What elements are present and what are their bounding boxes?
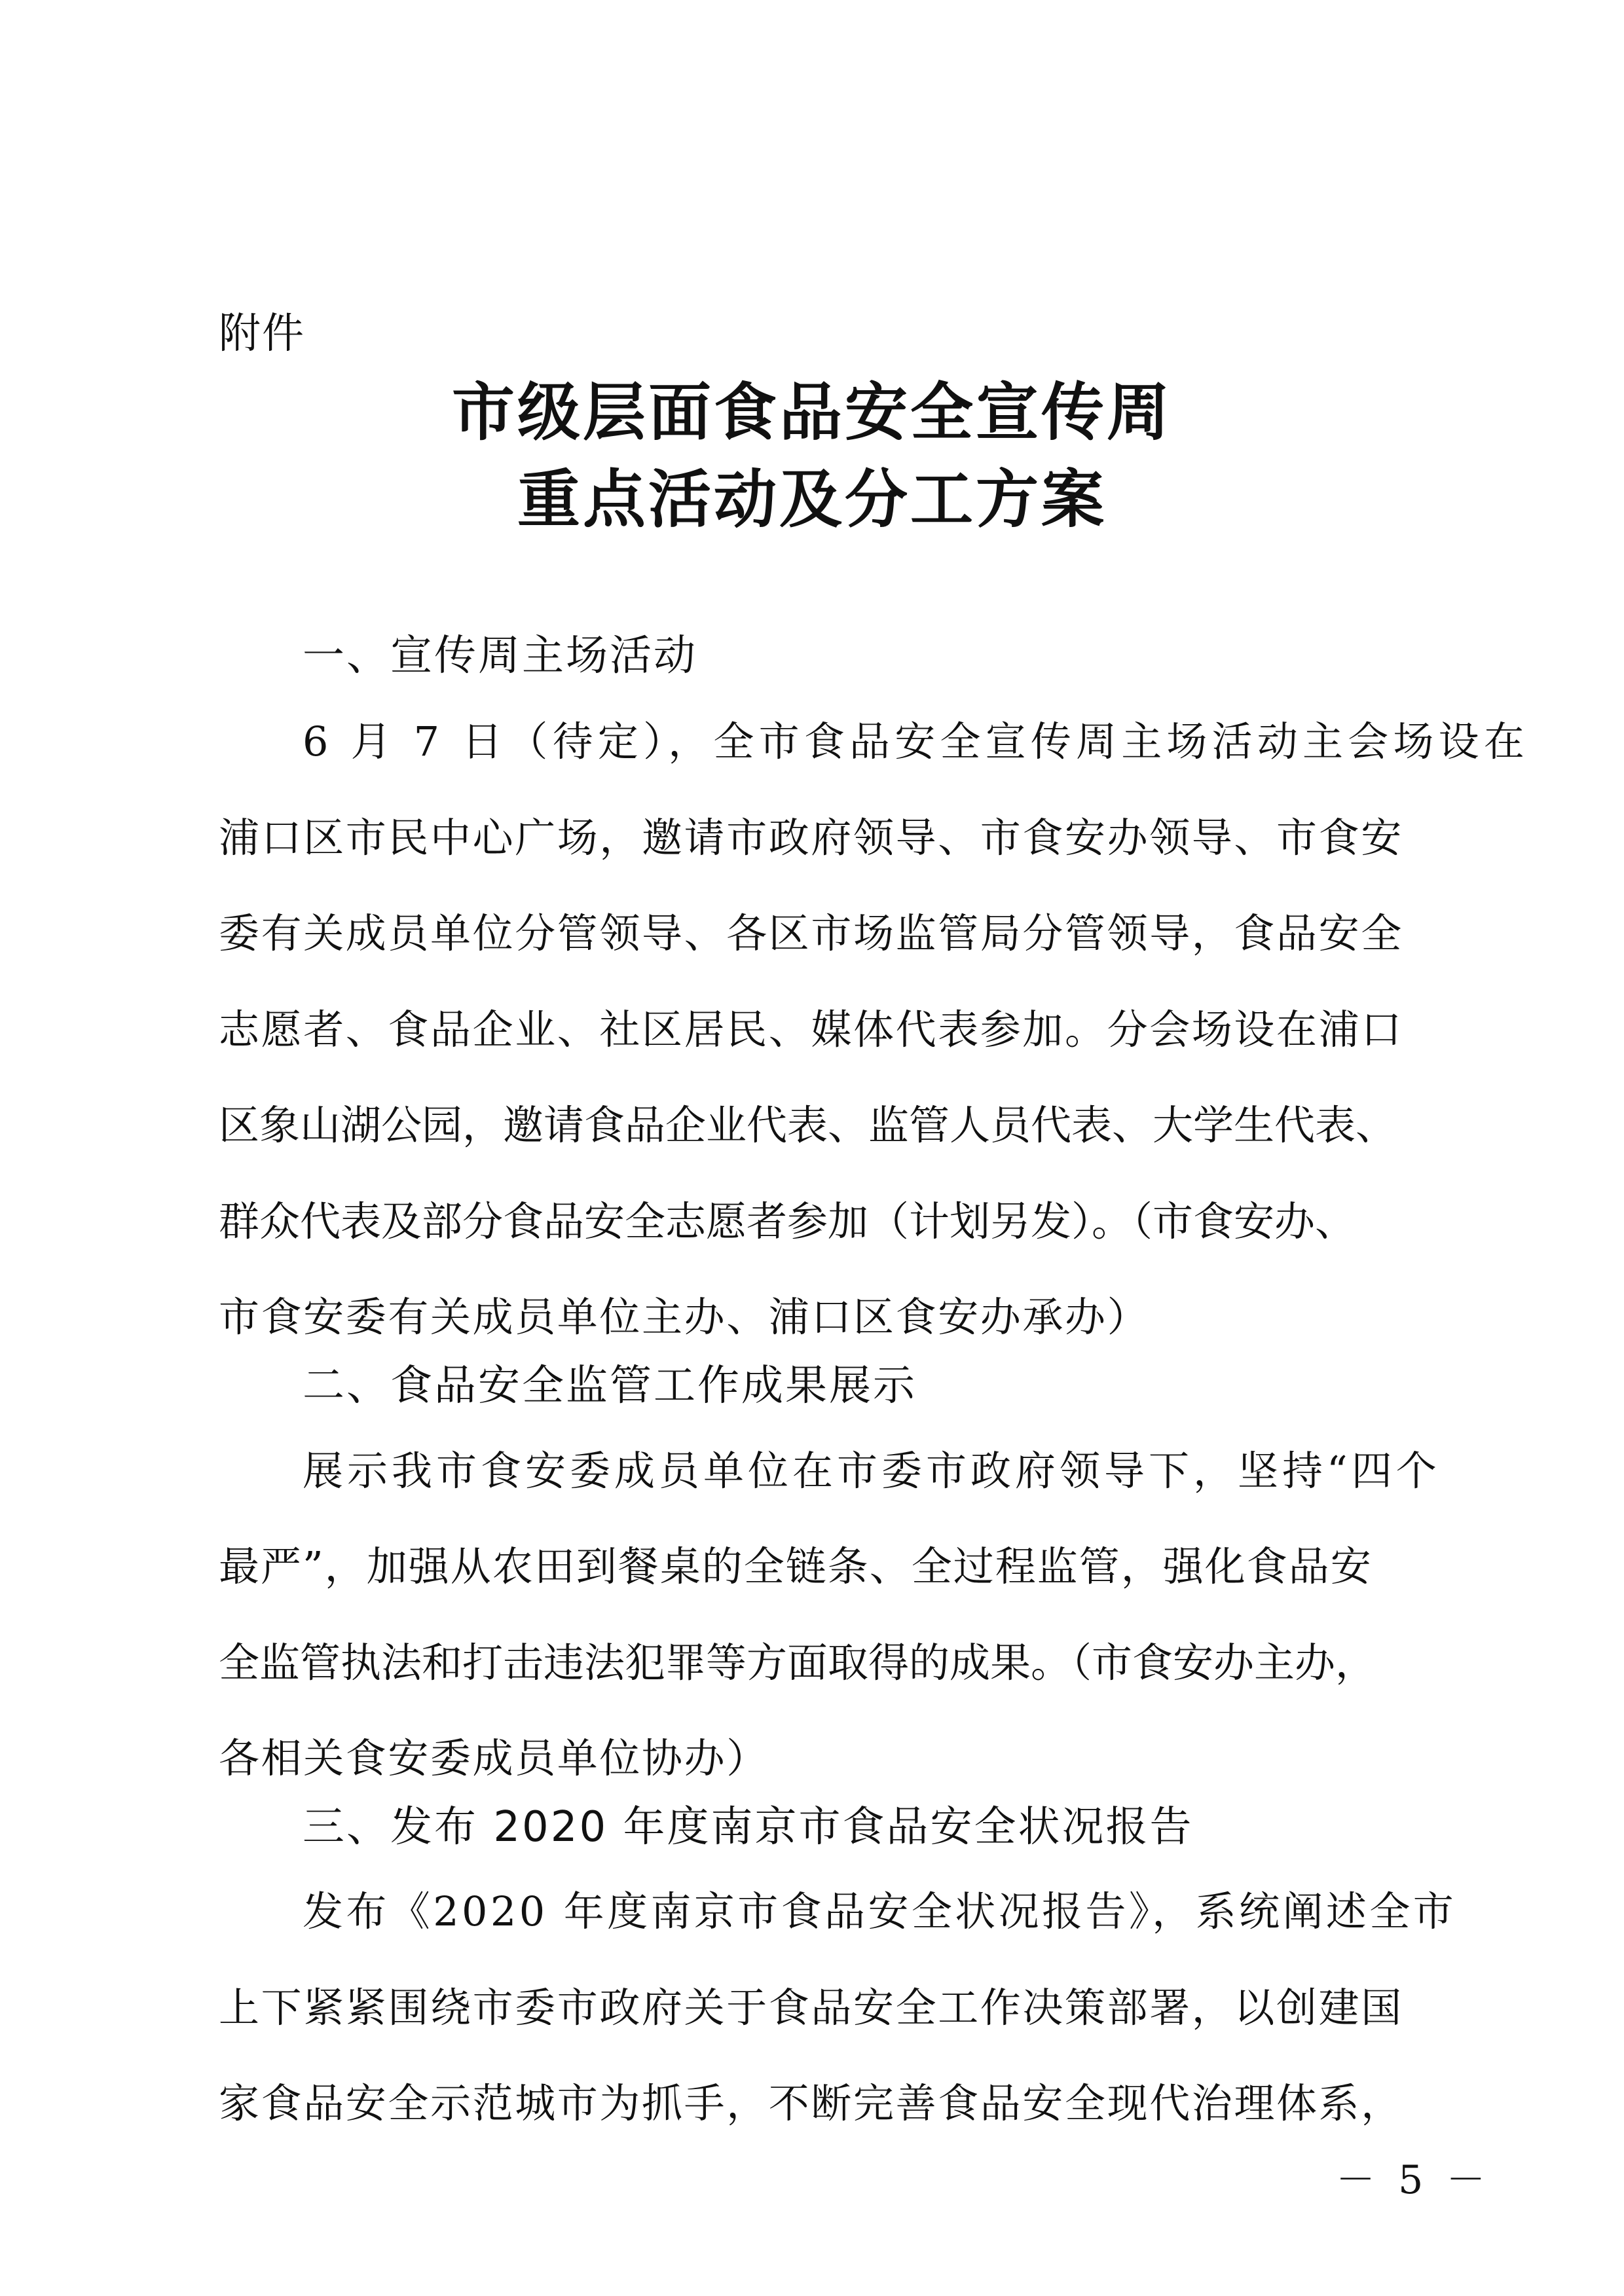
paragraph-line: 委有关成员单位分管领导、各区市场监管局分管领导，食品安全 [219,909,1403,957]
paragraph-line: 展示我市食安委成员单位在市委市政府领导下，坚持“四个 [303,1447,1441,1495]
paragraph-line: 上下紧紧围绕市委市政府关于食品安全工作决策部署，以创建国 [219,1984,1403,2032]
paragraph-line: 市食安委有关成员单位主办、浦口区食安办承办） [219,1293,1150,1341]
paragraph-line: 志愿者、食品企业、社区居民、媒体代表参加。分会场设在浦口 [219,1006,1403,1053]
document-title-line-2: 重点活动及分工方案 [517,462,1107,536]
page-number: － 5 － [1336,2157,1491,2203]
paragraph-line: 全监管执法和打击违法犯罪等方面取得的成果。（市食安办主办， [219,1639,1376,1686]
paragraph-line: 最严”，加强从农田到餐桌的全链条、全过程监管，强化食品安 [219,1542,1373,1590]
paragraph-line: 区象山湖公园，邀请食品企业代表、监管人员代表、大学生代表、 [219,1101,1397,1149]
paragraph-line: 群众代表及部分食品安全志愿者参加（计划另发）。（市食安办、 [219,1197,1356,1245]
paragraph-line: 6 月 7 日（待定），全市食品安全宣传周主场活动主会场设在 [303,718,1530,765]
section-heading-3: 三、发布 2020 年度南京市食品安全状况报告 [303,1803,1194,1851]
paragraph-line: 家食品安全示范城市为抓手，不断完善食品安全现代治理体系， [219,2079,1403,2127]
document-title-line-1: 市级层面食品安全宣传周 [452,375,1172,449]
attachment-label: 附件 [219,310,305,358]
section-heading-1: 一、宣传周主场活动 [303,632,697,680]
paragraph-line: 发布《2020 年度南京市食品安全状况报告》，系统阐述全市 [303,1887,1457,1935]
section-heading-2: 二、食品安全监管工作成果展示 [303,1362,917,1410]
paragraph-line: 浦口区市民中心广场，邀请市政府领导、市食安办领导、市食安 [219,814,1403,862]
paragraph-line: 各相关食安委成员单位协办） [219,1734,769,1782]
